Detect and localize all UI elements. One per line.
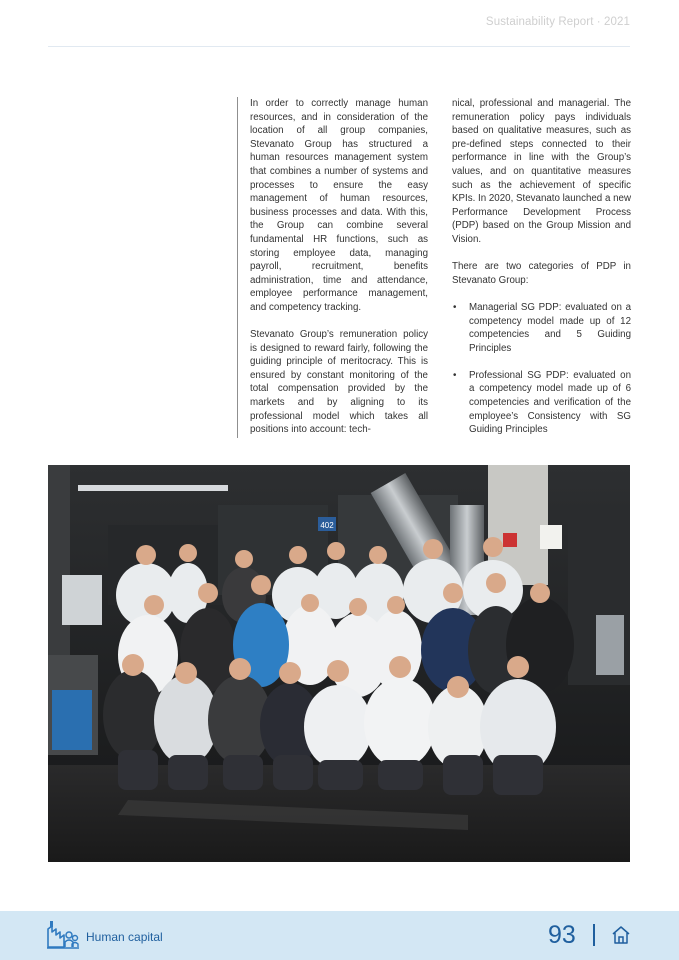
list-item-text: Professional SG PDP: evaluated on a competency model made up of 6 competencies and verification of the employee’s Consistency with SG Guiding Principles (469, 369, 631, 436)
pdp-list (452, 301, 631, 437)
people-factory-icon (46, 920, 80, 950)
machine-sign-number: 402 (320, 521, 334, 530)
column-rule (237, 97, 238, 438)
right-column (452, 97, 631, 450)
paragraph-pdp-intro: There are two categories of PDP in Stevanato Group: (452, 261, 631, 286)
paragraph-hr-system: In order to correctly manage human resources, and in consideration of the location of all group companies, Stevanato Group has structured a human resources management system that combines a number of systems and processes to ensure the easy management of human resources, business processes and data. With this, the Group can combine several fundamental HR functions, such as storing employee data, managing payroll, recruitment, benefits administration, time and attendance, employee performance management, and competency tracking. (250, 98, 428, 313)
footer-divider (593, 924, 595, 946)
paragraph-remuneration-cont: nical, professional and managerial. The remuneration policy pays individuals based on qualitative measures, such as pre-defined steps connected to their performance in line with the Group’s values, and on quantitative measures such as the achievement of specific KPIs. In 2020, Stevanato launched a new Performance Development Process (PDP) based on the Group Mission and Vision. (452, 98, 631, 245)
people-group (103, 537, 574, 795)
page-footer (0, 911, 679, 960)
paragraph-remuneration: Stevanato Group’s remuneration policy is designed to reward fairly, following the guiding principle of meritocracy. This is ensured by constant monitoring of the total compensation provided by the markets and by aligning to its professional model which takes all positions into account: tech- (250, 329, 428, 436)
bullet-marker: • (453, 301, 457, 313)
list-item (452, 301, 631, 355)
list-item (452, 369, 631, 437)
section-label: Human capital (86, 930, 163, 944)
group-photo (48, 465, 630, 862)
bullet-marker: • (453, 369, 457, 381)
report-title: Sustainability Report · 2021 (485, 16, 630, 28)
body-text (237, 97, 631, 441)
page-number: 93 (548, 921, 576, 949)
list-item-text: Managerial SG PDP: evaluated on a competency model made up of 12 competencies and 5 Guiding Principles (469, 301, 631, 354)
left-column (250, 97, 428, 450)
header-divider (48, 46, 630, 47)
home-icon[interactable] (611, 925, 631, 945)
